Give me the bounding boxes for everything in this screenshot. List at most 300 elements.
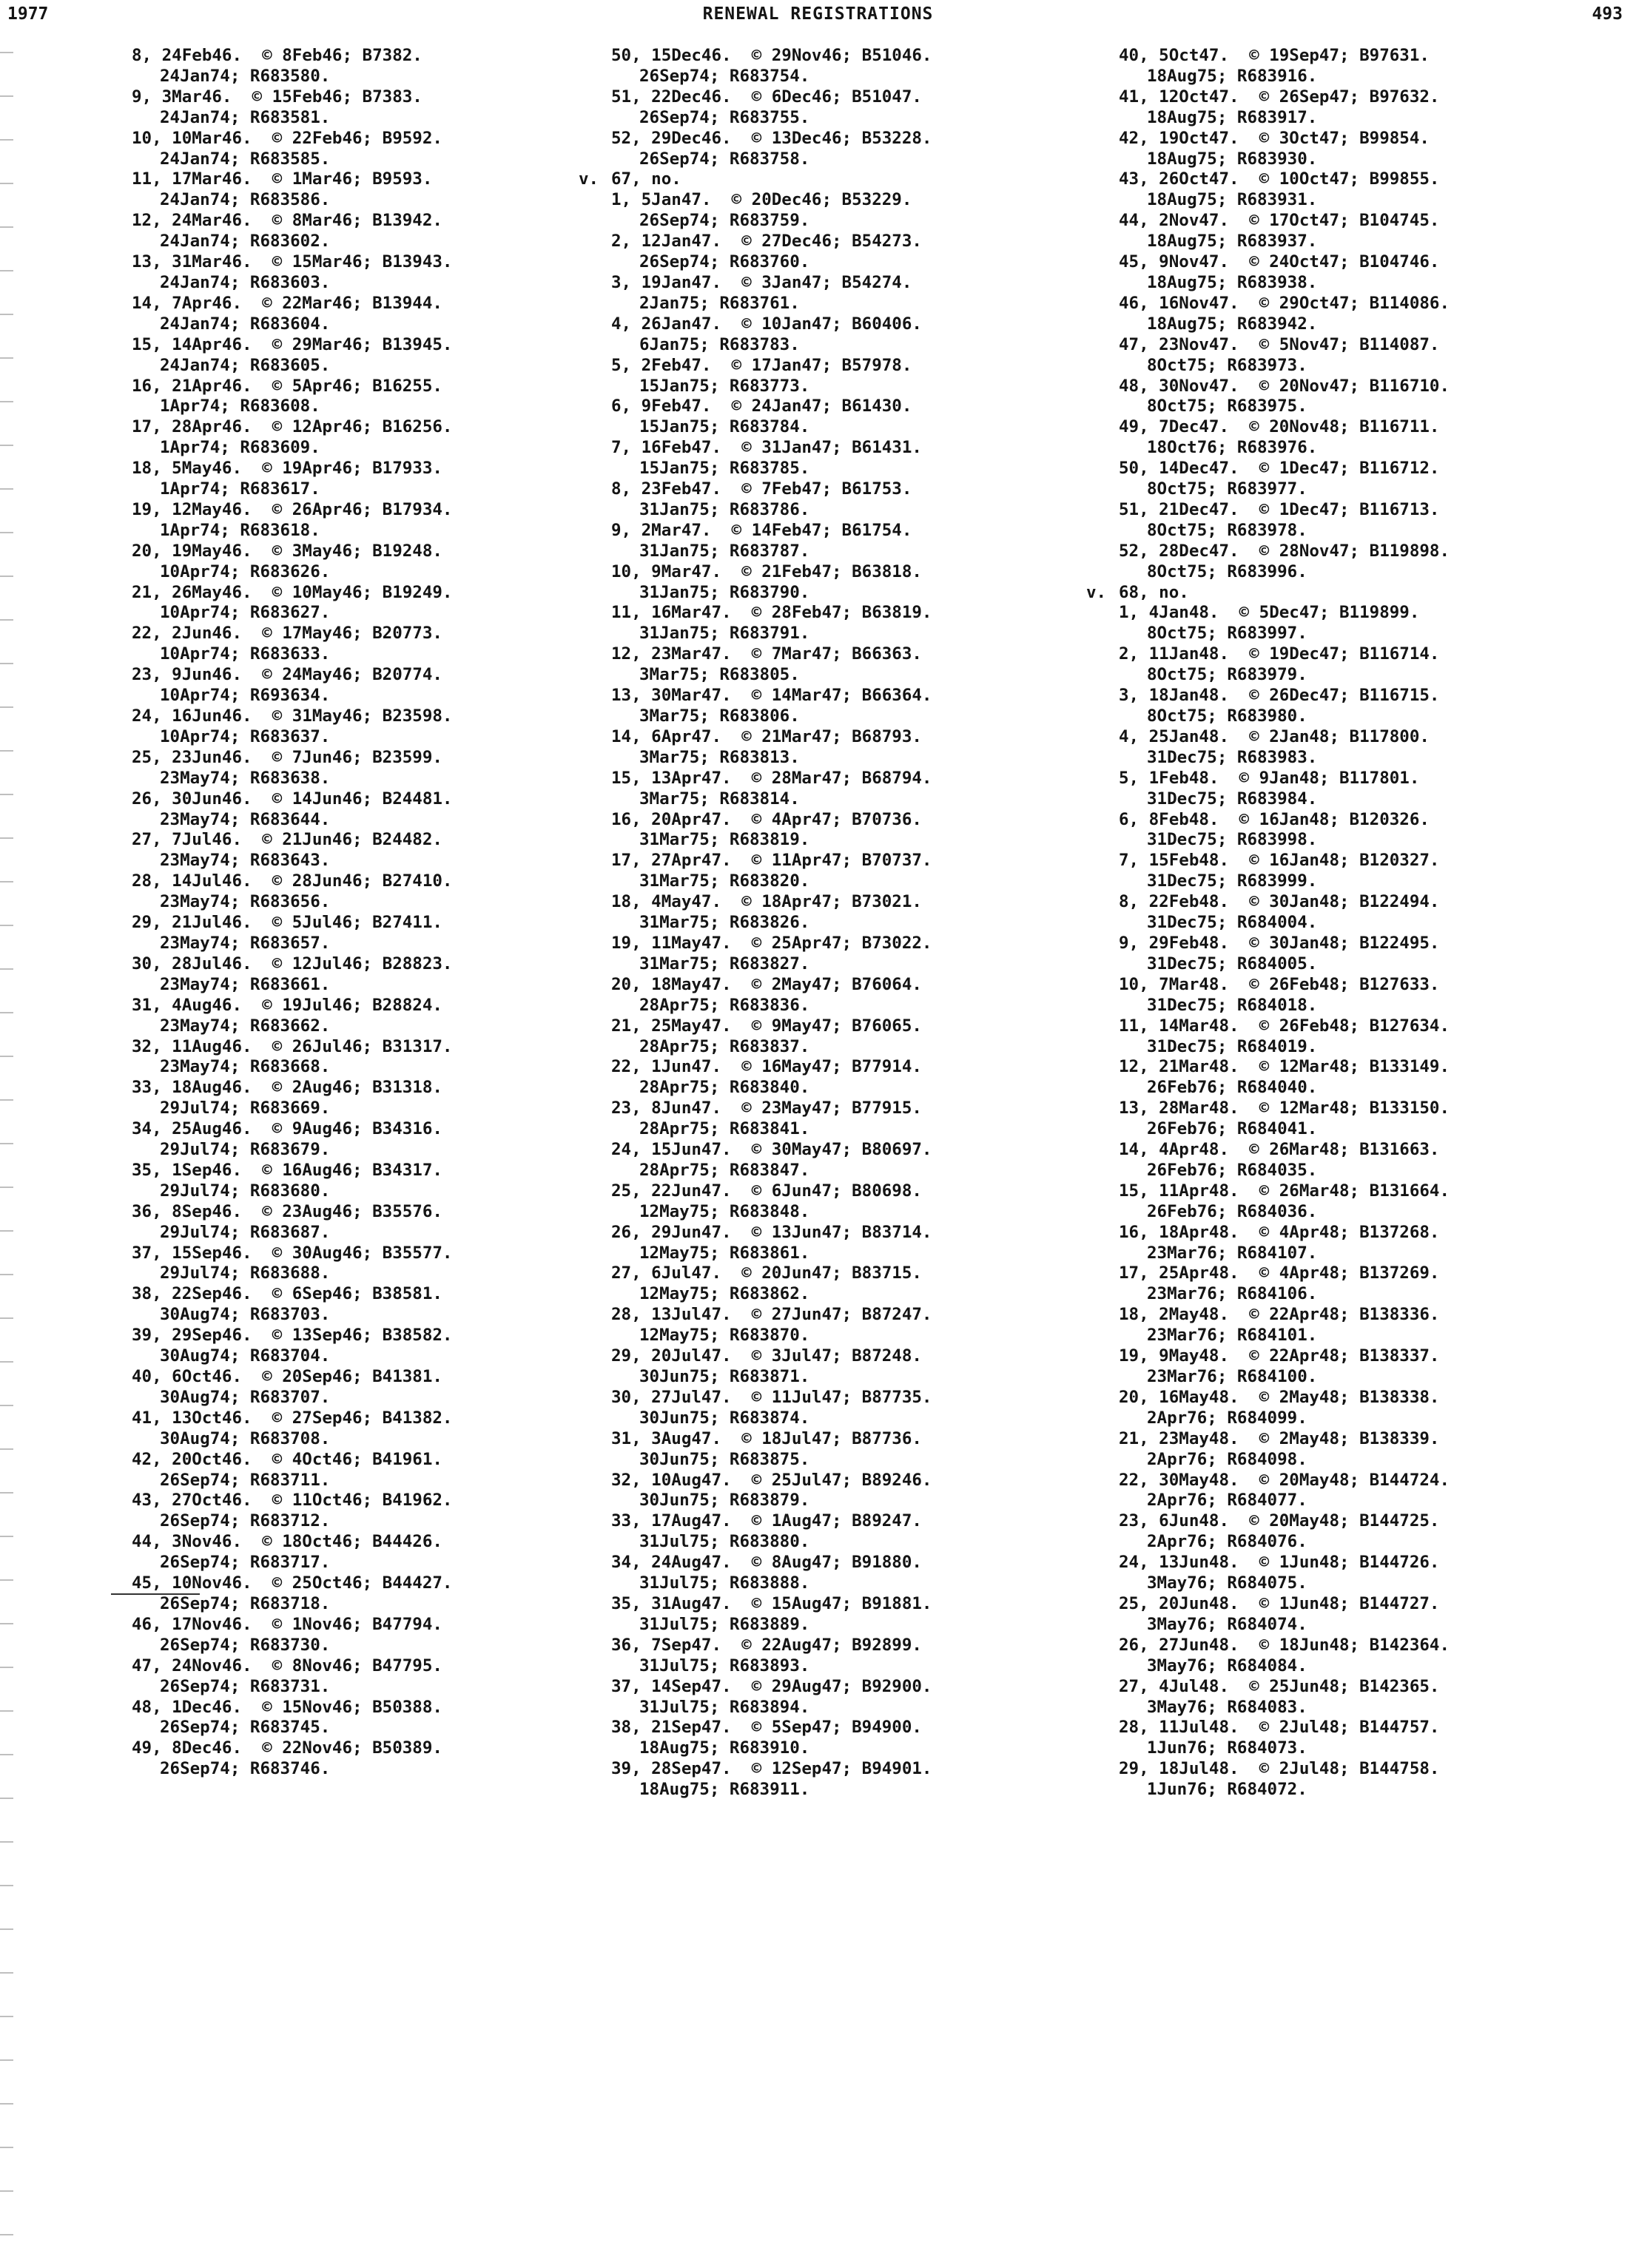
registration-entry bbox=[611, 87, 1129, 129]
registration-entry bbox=[132, 129, 650, 170]
registration-entry bbox=[611, 356, 1129, 397]
registration-entry bbox=[1119, 459, 1636, 500]
registration-entry bbox=[611, 1636, 1129, 1677]
registration-entry bbox=[611, 892, 1129, 934]
registration-entry bbox=[132, 665, 650, 706]
entry-renewal-line: 29Jul74; R683687. bbox=[160, 1222, 331, 1242]
entry-issue-line: 10, 7Mar48. © 26Feb48; B127633. bbox=[1119, 974, 1440, 994]
entry-renewal-line: 23Mar76; R684106. bbox=[1147, 1284, 1318, 1304]
entry-issue-line: 27, 6Jul47. © 20Jun47; B83715. bbox=[611, 1263, 922, 1283]
entry-issue-line: 23, 9Jun46. © 24May46; B20774. bbox=[132, 665, 442, 685]
registration-entry bbox=[1119, 810, 1636, 851]
entry-issue-line: 48, 1Dec46. © 15Nov46; B50388. bbox=[132, 1697, 442, 1717]
entry-renewal-line: 31Jul75; R683880. bbox=[639, 1532, 810, 1552]
entry-renewal-line: 31Dec75; R683999. bbox=[1147, 871, 1318, 891]
entry-renewal-line: 10Apr74; R683633. bbox=[160, 644, 331, 664]
entry-renewal-line: 8Oct75; R683980. bbox=[1147, 706, 1307, 726]
registration-entry bbox=[132, 1078, 650, 1119]
registration-entry bbox=[611, 1057, 1129, 1098]
entry-issue-line: 21, 26May46. © 10May46; B19249. bbox=[132, 582, 453, 602]
entry-renewal-line: 26Sep74; R683754. bbox=[639, 66, 810, 86]
registration-entry bbox=[611, 521, 1129, 562]
entry-issue-line: 51, 21Dec47. © 1Dec47; B116713. bbox=[1119, 499, 1440, 519]
registration-entry bbox=[611, 479, 1129, 521]
registration-entry bbox=[1119, 851, 1636, 892]
entry-issue-line: 10, 10Mar46. © 22Feb46; B9592. bbox=[132, 128, 442, 148]
entry-renewal-line: 31Jan75; R683786. bbox=[639, 499, 810, 519]
entry-issue-line: 13, 30Mar47. © 14Mar47; B66364. bbox=[611, 686, 932, 706]
registration-entry bbox=[611, 644, 1129, 686]
entry-renewal-line: 31Jul75; R683888. bbox=[639, 1573, 810, 1593]
registration-entry bbox=[1119, 1718, 1636, 1759]
entry-renewal-line: 26Sep74; R683760. bbox=[639, 252, 810, 272]
entry-issue-line: 40, 5Oct47. © 19Sep47; B97631. bbox=[1119, 46, 1430, 65]
entry-issue-line: 45, 10Nov46. © 25Oct46; B44427. bbox=[132, 1573, 453, 1593]
registration-entry bbox=[1119, 1263, 1636, 1305]
entry-issue-line: 6, 8Feb48. © 16Jan48; B120326. bbox=[1119, 809, 1430, 829]
registration-entry bbox=[132, 1573, 650, 1615]
entry-issue-line: 14, 4Apr48. © 26Mar48; B131663. bbox=[1119, 1140, 1440, 1160]
registration-entry bbox=[1119, 1305, 1636, 1346]
registration-entry bbox=[611, 396, 1129, 438]
entry-issue-line: 52, 29Dec46. © 13Dec46; B53228. bbox=[611, 128, 932, 148]
entry-renewal-line: 31Mar75; R683820. bbox=[639, 871, 810, 891]
registration-entry bbox=[611, 1016, 1129, 1058]
entry-renewal-line: 30Jun75; R683874. bbox=[639, 1408, 810, 1428]
registration-entry bbox=[611, 851, 1129, 892]
registration-entry bbox=[1119, 934, 1636, 975]
registration-entry bbox=[1119, 294, 1636, 335]
entry-renewal-line: 31Dec75; R683984. bbox=[1147, 789, 1318, 809]
registration-entry bbox=[132, 1656, 650, 1698]
volume-label: 67, no. bbox=[611, 169, 681, 189]
registration-entry bbox=[611, 1263, 1129, 1305]
entry-renewal-line: 2Jan75; R683761. bbox=[639, 293, 800, 313]
entry-renewal-line: 31Dec75; R684018. bbox=[1147, 995, 1318, 1015]
volume-prefix: v. bbox=[579, 169, 599, 189]
registration-entry bbox=[611, 1759, 1129, 1800]
entry-renewal-line: 26Sep74; R683746. bbox=[160, 1759, 331, 1779]
entry-issue-line: 26, 30Jun46. © 14Jun46; B24481. bbox=[132, 789, 453, 809]
registration-entry bbox=[1119, 500, 1636, 541]
registration-entry bbox=[1119, 1181, 1636, 1223]
registration-entry bbox=[1119, 1140, 1636, 1181]
entry-issue-line: 35, 1Sep46. © 16Aug46; B34317. bbox=[132, 1160, 442, 1180]
entry-renewal-line: 30Aug74; R683708. bbox=[160, 1428, 331, 1448]
registration-entry bbox=[1119, 417, 1636, 459]
entry-renewal-line: 12May75; R683862. bbox=[639, 1284, 810, 1304]
registration-entry bbox=[611, 273, 1129, 314]
entry-renewal-line: 8Oct75; R683975. bbox=[1147, 396, 1307, 416]
entry-renewal-line: 23May74; R683668. bbox=[160, 1057, 331, 1077]
registration-entry bbox=[611, 810, 1129, 851]
page-year: 1977 bbox=[7, 4, 49, 24]
entry-renewal-line: 3May76; R684083. bbox=[1147, 1697, 1307, 1717]
registration-entry bbox=[611, 603, 1129, 644]
entry-issue-line: 20, 18May47. © 2May47; B76064. bbox=[611, 974, 922, 994]
registration-entry bbox=[132, 252, 650, 294]
entry-issue-line: 34, 24Aug47. © 8Aug47; B91880. bbox=[611, 1553, 922, 1573]
entry-issue-line: 24, 15Jun47. © 30May47; B80697. bbox=[611, 1140, 932, 1160]
entry-renewal-line: 10Apr74; R683637. bbox=[160, 726, 331, 746]
registration-entry bbox=[1119, 644, 1636, 686]
entry-issue-line: 29, 20Jul47. © 3Jul47; B87248. bbox=[611, 1346, 922, 1366]
entry-issue-line: 19, 12May46. © 26Apr46; B17934. bbox=[132, 499, 453, 519]
registration-entry bbox=[1119, 1388, 1636, 1429]
registration-entry bbox=[1119, 377, 1636, 418]
entry-renewal-line: 24Jan74; R683603. bbox=[160, 272, 331, 292]
entry-renewal-line: 3May76; R684075. bbox=[1147, 1573, 1307, 1593]
entry-issue-line: 51, 22Dec46. © 6Dec46; B51047. bbox=[611, 87, 922, 107]
entry-renewal-line: 3Mar75; R683813. bbox=[639, 747, 800, 767]
entry-issue-line: 32, 10Aug47. © 25Jul47; B89246. bbox=[611, 1470, 932, 1490]
entry-issue-line: 12, 21Mar48. © 12Mar48; B133149. bbox=[1119, 1057, 1450, 1077]
entry-renewal-line: 8Oct75; R683979. bbox=[1147, 665, 1307, 685]
entry-issue-line: 9, 2Mar47. © 14Feb47; B61754. bbox=[611, 520, 912, 540]
entry-renewal-line: 3Mar75; R683814. bbox=[639, 789, 800, 809]
entry-issue-line: 39, 28Sep47. © 12Sep47; B94901. bbox=[611, 1759, 932, 1779]
registration-entry bbox=[611, 1677, 1129, 1718]
entry-renewal-line: 24Jan74; R683586. bbox=[160, 190, 331, 210]
entry-issue-line: 43, 27Oct46. © 11Oct46; B41962. bbox=[132, 1491, 453, 1511]
entry-issue-line: 15, 13Apr47. © 28Mar47; B68794. bbox=[611, 768, 932, 788]
entry-issue-line: 41, 12Oct47. © 26Sep47; B97632. bbox=[1119, 87, 1440, 107]
registration-entry bbox=[132, 1326, 650, 1367]
entry-issue-line: 22, 2Jun46. © 17May46; B20773. bbox=[132, 624, 442, 644]
entry-renewal-line: 31Jul75; R683893. bbox=[639, 1656, 810, 1675]
entry-issue-line: 28, 11Jul48. © 2Jul48; B144757. bbox=[1119, 1718, 1440, 1738]
entry-issue-line: 49, 8Dec46. © 22Nov46; B50389. bbox=[132, 1738, 442, 1758]
entry-renewal-line: 26Feb76; R684041. bbox=[1147, 1119, 1318, 1139]
entry-issue-line: 9, 3Mar46. © 15Feb46; B7383. bbox=[132, 87, 423, 107]
registration-entry bbox=[132, 46, 650, 87]
entry-issue-line: 20, 16May48. © 2May48; B138338. bbox=[1119, 1387, 1440, 1407]
registration-entry bbox=[1119, 727, 1636, 769]
registration-entry bbox=[611, 1429, 1129, 1471]
registration-entry bbox=[611, 314, 1129, 356]
entry-issue-line: 6, 9Feb47. © 24Jan47; B61430. bbox=[611, 396, 912, 416]
registration-entry bbox=[1119, 603, 1636, 644]
entry-issue-line: 52, 28Dec47. © 28Nov47; B119898. bbox=[1119, 541, 1450, 561]
registration-entry bbox=[1119, 211, 1636, 252]
entry-renewal-line: 10Apr74; R693634. bbox=[160, 686, 331, 706]
registration-column-1 bbox=[132, 46, 650, 1780]
registration-entry bbox=[132, 1119, 650, 1161]
entry-issue-line: 22, 1Jun47. © 16May47; B77914. bbox=[611, 1057, 922, 1077]
entry-renewal-line: 12May75; R683870. bbox=[639, 1326, 810, 1346]
registration-entry bbox=[132, 1491, 650, 1532]
entry-renewal-line: 26Sep74; R683759. bbox=[639, 211, 810, 231]
entry-issue-line: 14, 6Apr47. © 21Mar47; B68793. bbox=[611, 726, 922, 746]
entry-issue-line: 23, 6Jun48. © 20May48; B144725. bbox=[1119, 1511, 1440, 1531]
entry-issue-line: 4, 25Jan48. © 2Jan48; B117800. bbox=[1119, 726, 1430, 746]
entry-renewal-line: 1Apr74; R683617. bbox=[160, 479, 320, 499]
entry-renewal-line: 10Apr74; R683626. bbox=[160, 561, 331, 581]
entry-renewal-line: 26Sep74; R683712. bbox=[160, 1511, 331, 1531]
registration-entry bbox=[1119, 1098, 1636, 1140]
entry-issue-line: 19, 11May47. © 25Apr47; B73022. bbox=[611, 933, 932, 953]
registration-entry bbox=[611, 1305, 1129, 1346]
entry-renewal-line: 24Jan74; R683604. bbox=[160, 314, 331, 334]
entry-renewal-line: 30Jun75; R683875. bbox=[639, 1449, 810, 1469]
registration-entry bbox=[132, 954, 650, 996]
entry-issue-line: 34, 25Aug46. © 9Aug46; B34316. bbox=[132, 1119, 442, 1139]
entry-renewal-line: 30Aug74; R683707. bbox=[160, 1387, 331, 1407]
entry-renewal-line: 23Mar76; R684100. bbox=[1147, 1367, 1318, 1386]
registration-entry bbox=[1119, 1346, 1636, 1388]
entry-renewal-line: 30Jun75; R683879. bbox=[639, 1491, 810, 1511]
entry-issue-line: 18, 5May46. © 19Apr46; B17933. bbox=[132, 459, 442, 479]
registration-entry bbox=[1119, 541, 1636, 583]
entry-issue-line: 13, 31Mar46. © 15Mar46; B13943. bbox=[132, 252, 453, 272]
entry-renewal-line: 23May74; R683656. bbox=[160, 892, 331, 912]
entry-issue-line: 14, 7Apr46. © 22Mar46; B13944. bbox=[132, 293, 442, 313]
entry-issue-line: 17, 27Apr47. © 11Apr47; B70737. bbox=[611, 851, 932, 871]
registration-entry bbox=[1119, 1553, 1636, 1594]
entry-renewal-line: 23May74; R683657. bbox=[160, 933, 331, 953]
entry-issue-line: 27, 4Jul48. © 25Jun48; B142365. bbox=[1119, 1676, 1440, 1696]
entry-issue-line: 9, 29Feb48. © 30Jan48; B122495. bbox=[1119, 933, 1440, 953]
entry-issue-line: 44, 2Nov47. © 17Oct47; B104745. bbox=[1119, 211, 1440, 231]
volume-heading bbox=[579, 169, 1129, 190]
registration-entry bbox=[132, 913, 650, 954]
entry-issue-line: 25, 23Jun46. © 7Jun46; B23599. bbox=[132, 747, 442, 767]
entry-renewal-line: 3Mar75; R683806. bbox=[639, 706, 800, 726]
entry-issue-line: 24, 13Jun48. © 1Jun48; B144726. bbox=[1119, 1553, 1440, 1573]
entry-issue-line: 3, 19Jan47. © 3Jan47; B54274. bbox=[611, 272, 912, 292]
registration-entry bbox=[1119, 87, 1636, 129]
entry-renewal-line: 8Oct75; R683973. bbox=[1147, 355, 1307, 375]
entry-renewal-line: 18Aug75; R683938. bbox=[1147, 272, 1318, 292]
registration-entry bbox=[132, 1408, 650, 1450]
registration-entry bbox=[1119, 46, 1636, 87]
entry-renewal-line: 12May75; R683848. bbox=[639, 1201, 810, 1221]
entry-renewal-line: 23May74; R683643. bbox=[160, 851, 331, 871]
entry-issue-line: 42, 19Oct47. © 3Oct47; B99854. bbox=[1119, 128, 1430, 148]
entry-issue-line: 22, 30May48. © 20May48; B144724. bbox=[1119, 1470, 1450, 1490]
entry-issue-line: 16, 20Apr47. © 4Apr47; B70736. bbox=[611, 809, 922, 829]
registration-entry bbox=[611, 727, 1129, 769]
page-title: RENEWAL REGISTRATIONS bbox=[702, 4, 934, 24]
entry-issue-line: 33, 18Aug46. © 2Aug46; B31318. bbox=[132, 1078, 442, 1098]
registration-entry bbox=[1119, 1223, 1636, 1264]
entry-renewal-line: 29Jul74; R683679. bbox=[160, 1140, 331, 1160]
entry-renewal-line: 30Jun75; R683871. bbox=[639, 1367, 810, 1386]
entry-issue-line: 15, 14Apr46. © 29Mar46; B13945. bbox=[132, 334, 453, 354]
entry-renewal-line: 18Aug75; R683931. bbox=[1147, 190, 1318, 210]
entry-renewal-line: 23May74; R683661. bbox=[160, 974, 331, 994]
entry-issue-line: 13, 28Mar48. © 12Mar48; B133150. bbox=[1119, 1098, 1450, 1118]
entry-renewal-line: 26Sep74; R683758. bbox=[639, 149, 810, 169]
registration-entry bbox=[132, 583, 650, 624]
entry-renewal-line: 2Apr76; R684099. bbox=[1147, 1408, 1307, 1428]
entry-issue-line: 36, 7Sep47. © 22Aug47; B92899. bbox=[611, 1635, 922, 1655]
registration-entry bbox=[132, 211, 650, 252]
registration-entry bbox=[132, 335, 650, 377]
entry-renewal-line: 31Dec75; R684004. bbox=[1147, 913, 1318, 933]
entry-issue-line: 1, 4Jan48. © 5Dec47; B119899. bbox=[1119, 603, 1420, 623]
entry-renewal-line: 10Apr74; R683627. bbox=[160, 603, 331, 623]
registration-entry bbox=[1119, 1759, 1636, 1800]
entry-issue-line: 30, 27Jul47. © 11Jul47; B87735. bbox=[611, 1387, 932, 1407]
registration-entry bbox=[132, 871, 650, 913]
entry-renewal-line: 26Sep74; R683718. bbox=[160, 1593, 331, 1613]
entry-renewal-line: 18Oct76; R683976. bbox=[1147, 438, 1318, 458]
scan-margin-artifact bbox=[0, 30, 13, 2264]
entry-issue-line: 38, 21Sep47. © 5Sep47; B94900. bbox=[611, 1718, 922, 1738]
entry-issue-line: 26, 29Jun47. © 13Jun47; B83714. bbox=[611, 1222, 932, 1242]
entry-renewal-line: 28Apr75; R683847. bbox=[639, 1160, 810, 1180]
entry-issue-line: 10, 9Mar47. © 21Feb47; B63818. bbox=[611, 561, 922, 581]
entry-issue-line: 46, 16Nov47. © 29Oct47; B114086. bbox=[1119, 293, 1450, 313]
entry-renewal-line: 23May74; R683638. bbox=[160, 768, 331, 788]
registration-entry bbox=[611, 1181, 1129, 1223]
entry-renewal-line: 24Jan74; R683602. bbox=[160, 232, 331, 252]
registration-entry bbox=[611, 1718, 1129, 1759]
entry-renewal-line: 3Mar75; R683805. bbox=[639, 665, 800, 685]
entry-renewal-line: 31Jan75; R683791. bbox=[639, 624, 810, 644]
registration-entry bbox=[132, 500, 650, 541]
entry-renewal-line: 18Aug75; R683937. bbox=[1147, 232, 1318, 252]
registration-entry bbox=[1119, 129, 1636, 170]
entry-renewal-line: 31Jul75; R683889. bbox=[639, 1614, 810, 1634]
registration-entry bbox=[611, 975, 1129, 1016]
entry-renewal-line: 23Mar76; R684107. bbox=[1147, 1243, 1318, 1263]
entry-renewal-line: 26Sep74; R683730. bbox=[160, 1635, 331, 1655]
registration-entry bbox=[132, 1450, 650, 1491]
entry-issue-line: 29, 21Jul46. © 5Jul46; B27411. bbox=[132, 913, 442, 933]
entry-issue-line: 29, 18Jul48. © 2Jul48; B144758. bbox=[1119, 1759, 1440, 1779]
entry-issue-line: 40, 6Oct46. © 20Sep46; B41381. bbox=[132, 1367, 442, 1386]
registration-entry bbox=[611, 686, 1129, 727]
registration-entry bbox=[611, 46, 1129, 87]
registration-entry bbox=[132, 541, 650, 583]
entry-issue-line: 11, 16Mar47. © 28Feb47; B63819. bbox=[611, 603, 932, 623]
entry-issue-line: 7, 16Feb47. © 31Jan47; B61431. bbox=[611, 438, 922, 458]
registration-entry bbox=[1119, 1511, 1636, 1553]
entry-renewal-line: 26Feb76; R684035. bbox=[1147, 1160, 1318, 1180]
volume-prefix: v. bbox=[1086, 582, 1107, 602]
page-number: 493 bbox=[1592, 4, 1623, 24]
entry-renewal-line: 31Mar75; R683827. bbox=[639, 954, 810, 973]
entry-issue-line: 11, 14Mar48. © 26Feb48; B127634. bbox=[1119, 1016, 1450, 1036]
registration-entry bbox=[132, 87, 650, 129]
registration-entry bbox=[132, 377, 650, 418]
entry-renewal-line: 12May75; R683861. bbox=[639, 1243, 810, 1263]
entry-issue-line: 11, 17Mar46. © 1Mar46; B9593. bbox=[132, 169, 433, 189]
entry-renewal-line: 8Oct75; R683978. bbox=[1147, 520, 1307, 540]
entry-renewal-line: 2Apr76; R684077. bbox=[1147, 1491, 1307, 1511]
entry-issue-line: 1, 5Jan47. © 20Dec46; B53229. bbox=[611, 190, 912, 210]
registration-entry bbox=[132, 417, 650, 459]
entry-renewal-line: 1Apr74; R683609. bbox=[160, 438, 320, 458]
entry-issue-line: 8, 24Feb46. © 8Feb46; B7382. bbox=[132, 46, 423, 65]
entry-issue-line: 5, 1Feb48. © 9Jan48; B117801. bbox=[1119, 768, 1420, 788]
registration-entry bbox=[132, 996, 650, 1037]
entry-issue-line: 30, 28Jul46. © 12Jul46; B28823. bbox=[132, 954, 453, 973]
page-header bbox=[0, 0, 1636, 30]
registration-entry bbox=[132, 169, 650, 211]
entry-renewal-line: 26Sep74; R683755. bbox=[639, 107, 810, 127]
entry-renewal-line: 30Aug74; R683703. bbox=[160, 1305, 331, 1325]
entry-renewal-line: 8Oct75; R683997. bbox=[1147, 624, 1307, 644]
entry-issue-line: 15, 11Apr48. © 26Mar48; B131664. bbox=[1119, 1181, 1450, 1201]
registration-entry bbox=[132, 1243, 650, 1285]
entry-renewal-line: 1Jun76; R684073. bbox=[1147, 1738, 1307, 1758]
entry-issue-line: 17, 25Apr48. © 4Apr48; B137269. bbox=[1119, 1263, 1440, 1283]
registration-entry bbox=[132, 1738, 650, 1780]
entry-issue-line: 49, 7Dec47. © 20Nov48; B116711. bbox=[1119, 417, 1440, 437]
entry-renewal-line: 18Aug75; R683911. bbox=[639, 1780, 810, 1800]
entry-issue-line: 33, 17Aug47. © 1Aug47; B89247. bbox=[611, 1511, 922, 1531]
entry-renewal-line: 24Jan74; R683605. bbox=[160, 355, 331, 375]
registration-entry bbox=[1119, 169, 1636, 211]
entry-issue-line: 23, 8Jun47. © 23May47; B77915. bbox=[611, 1098, 922, 1118]
registration-entry bbox=[132, 1698, 650, 1739]
entry-renewal-line: 24Jan74; R683585. bbox=[160, 149, 331, 169]
registration-entry bbox=[611, 1098, 1129, 1140]
entry-renewal-line: 2Apr76; R684098. bbox=[1147, 1449, 1307, 1469]
registration-entry bbox=[132, 748, 650, 789]
registration-entry bbox=[611, 1553, 1129, 1594]
entry-renewal-line: 31Dec75; R684019. bbox=[1147, 1036, 1318, 1056]
entry-renewal-line: 31Dec75; R684005. bbox=[1147, 954, 1318, 973]
entry-issue-line: 4, 26Jan47. © 10Jan47; B60406. bbox=[611, 314, 922, 334]
registration-entry bbox=[132, 1161, 650, 1202]
entry-renewal-line: 1Jun76; R684072. bbox=[1147, 1780, 1307, 1800]
registration-entry bbox=[132, 830, 650, 871]
entry-issue-line: 28, 13Jul47. © 27Jun47; B87247. bbox=[611, 1305, 932, 1325]
entry-renewal-line: 26Sep74; R683731. bbox=[160, 1676, 331, 1696]
registration-entry bbox=[1119, 1471, 1636, 1512]
entry-issue-line: 24, 16Jun46. © 31May46; B23598. bbox=[132, 706, 453, 726]
registration-entry bbox=[132, 1615, 650, 1656]
entry-issue-line: 21, 25May47. © 9May47; B76065. bbox=[611, 1016, 922, 1036]
entry-issue-line: 47, 24Nov46. © 8Nov46; B47795. bbox=[132, 1656, 442, 1675]
entry-issue-line: 37, 14Sep47. © 29Aug47; B92900. bbox=[611, 1676, 932, 1696]
entry-renewal-line: 31Mar75; R683819. bbox=[639, 830, 810, 850]
entry-renewal-line: 24Jan74; R683580. bbox=[160, 66, 331, 86]
entry-renewal-line: 31Dec75; R683983. bbox=[1147, 747, 1318, 767]
volume-label: 68, no. bbox=[1119, 582, 1189, 602]
entry-renewal-line: 18Aug75; R683916. bbox=[1147, 66, 1318, 86]
registration-entry bbox=[132, 624, 650, 665]
entry-issue-line: 19, 9May48. © 22Apr48; B138337. bbox=[1119, 1346, 1440, 1366]
registration-entry bbox=[132, 459, 650, 500]
entry-issue-line: 16, 18Apr48. © 4Apr48; B137268. bbox=[1119, 1222, 1440, 1242]
entry-renewal-line: 6Jan75; R683783. bbox=[639, 334, 800, 354]
entry-issue-line: 7, 15Feb48. © 16Jan48; B120327. bbox=[1119, 851, 1440, 871]
entry-issue-line: 3, 18Jan48. © 26Dec47; B116715. bbox=[1119, 686, 1440, 706]
entry-renewal-line: 18Aug75; R683942. bbox=[1147, 314, 1318, 334]
entry-issue-line: 45, 9Nov47. © 24Oct47; B104746. bbox=[1119, 252, 1440, 272]
entry-issue-line: 20, 19May46. © 3May46; B19248. bbox=[132, 541, 442, 561]
entry-renewal-line: 31Dec75; R683998. bbox=[1147, 830, 1318, 850]
entry-issue-line: 21, 23May48. © 2May48; B138339. bbox=[1119, 1428, 1440, 1448]
registration-entry bbox=[1119, 1429, 1636, 1471]
registration-entry bbox=[1119, 252, 1636, 294]
entry-renewal-line: 28Apr75; R683837. bbox=[639, 1036, 810, 1056]
registration-entry bbox=[132, 706, 650, 748]
entry-issue-line: 31, 3Aug47. © 18Jul47; B87736. bbox=[611, 1428, 922, 1448]
entry-issue-line: 18, 4May47. © 18Apr47; B73021. bbox=[611, 892, 922, 912]
entry-renewal-line: 31Mar75; R683826. bbox=[639, 913, 810, 933]
entry-renewal-line: 3May76; R684084. bbox=[1147, 1656, 1307, 1675]
entry-renewal-line: 30Aug74; R683704. bbox=[160, 1346, 331, 1366]
registration-entry bbox=[611, 1511, 1129, 1553]
registration-entry bbox=[611, 1471, 1129, 1512]
entry-issue-line: 5, 2Feb47. © 17Jan47; B57978. bbox=[611, 355, 912, 375]
